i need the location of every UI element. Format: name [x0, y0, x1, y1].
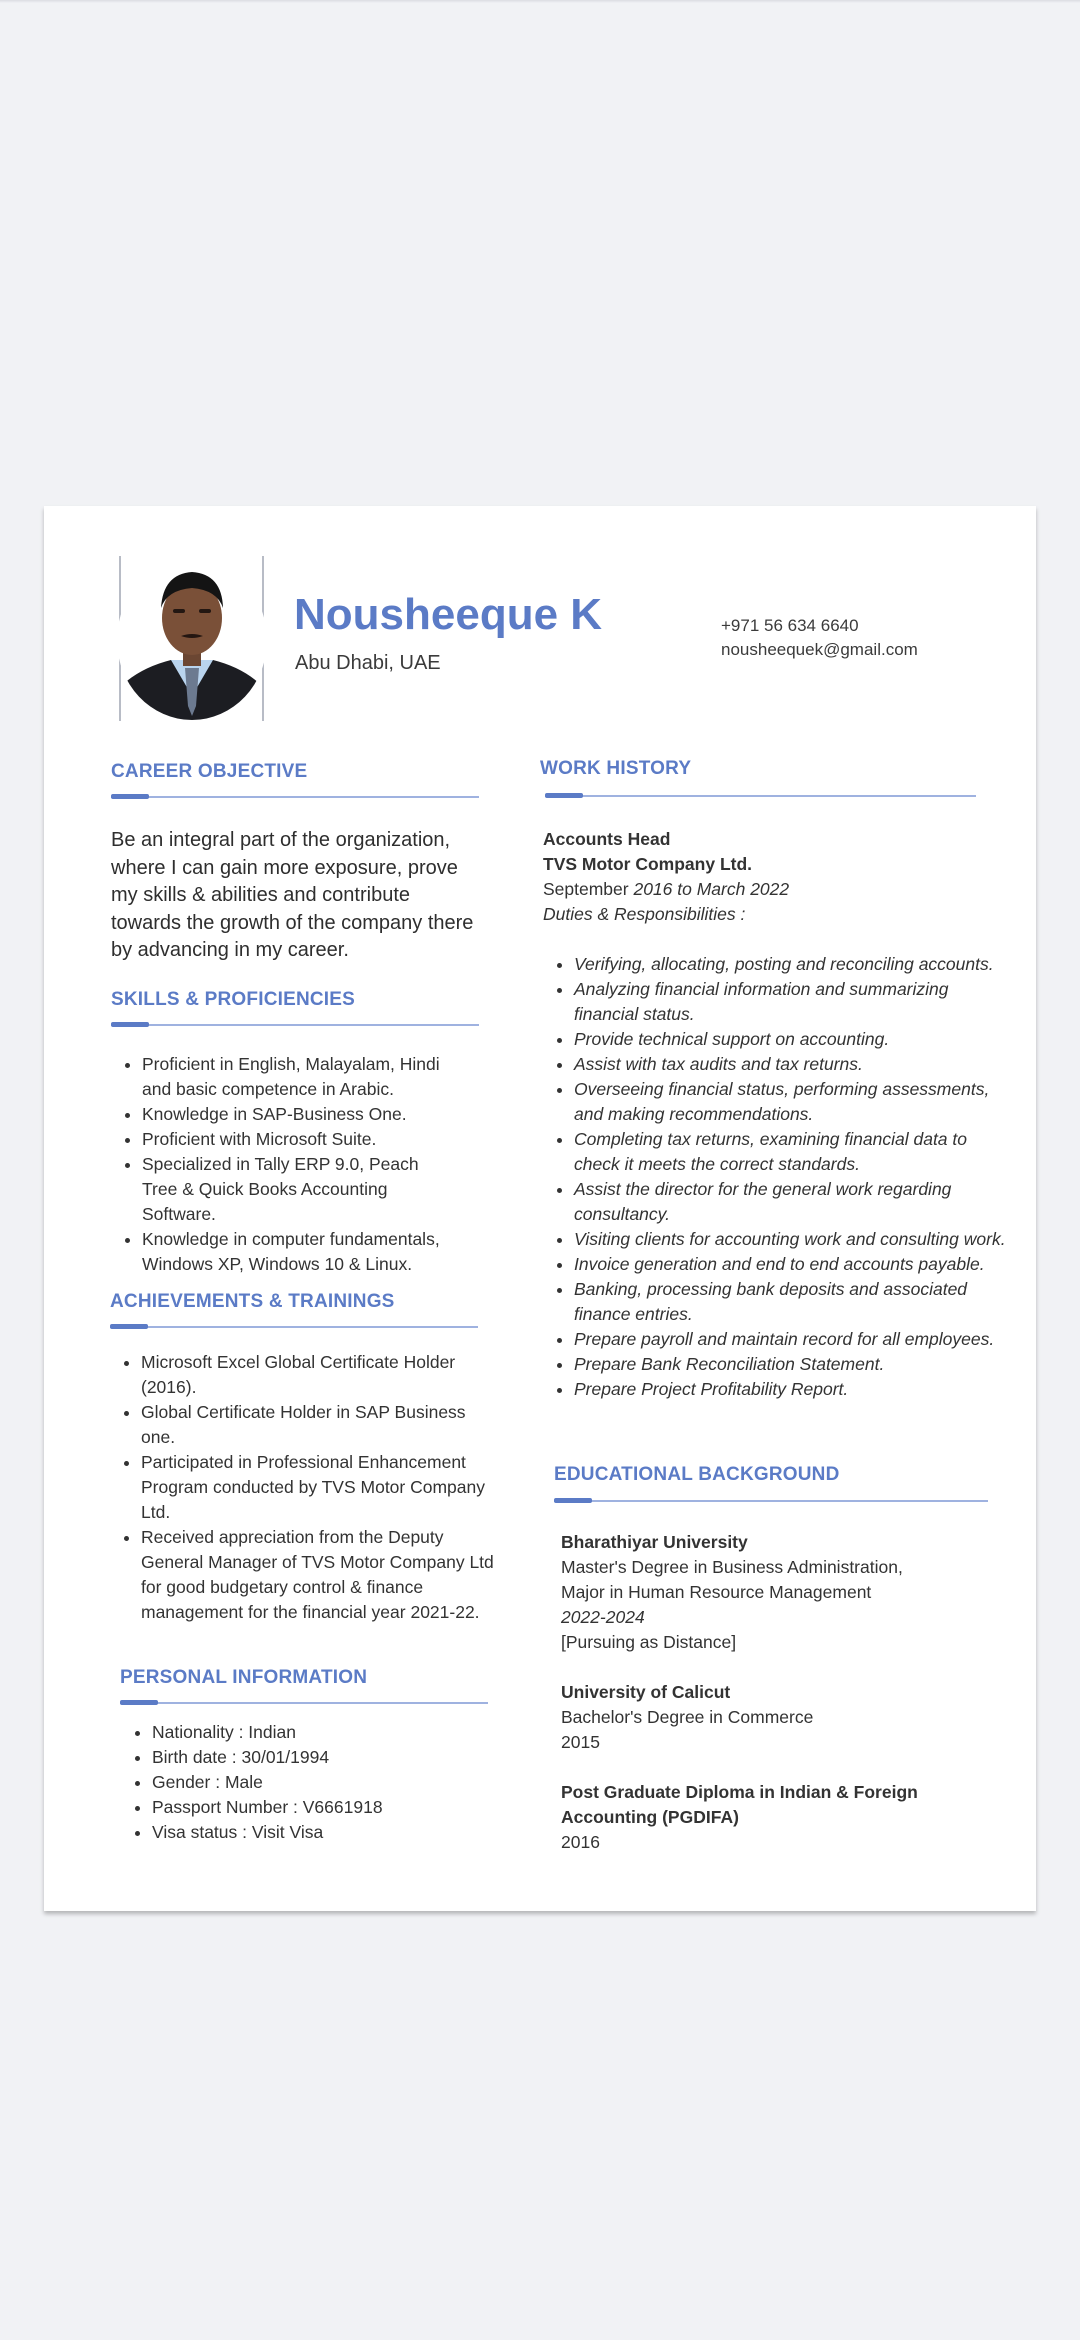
- candidate-location: Abu Dhabi, UAE: [295, 652, 441, 674]
- skills-list-wrap: [111, 1052, 456, 1277]
- duty-item: • Verifying, allocating, posting and reconciling accounts.: [574, 952, 1013, 977]
- objective-line: towards the growth of the company there: [111, 911, 474, 934]
- duty-item: • Assist with tax audits and tax returns.: [574, 1052, 1013, 1077]
- portrait-image: [119, 556, 264, 721]
- school-name: University of Calicut: [561, 1682, 731, 1702]
- personal-item: • Gender : Male: [152, 1770, 481, 1795]
- achievements-list-wrap: [110, 1350, 500, 1625]
- work-history-block: [543, 827, 1003, 927]
- resume-page: [44, 506, 1036, 1911]
- degree-line: Master's Degree in Business Administration,: [561, 1557, 903, 1577]
- duty-item: • Visiting clients for accounting work and consulting work.: [574, 1227, 1013, 1252]
- degree-years: 2016: [561, 1832, 600, 1852]
- personal-item: • Passport Number : V6661918: [152, 1795, 481, 1820]
- candidate-name: Nousheeque K: [294, 590, 603, 639]
- skill-item: • Knowledge in computer fundamentals, Windows XP, Windows 10 & Linux.: [142, 1227, 456, 1277]
- career-objective-rule: [111, 796, 479, 798]
- personal-item: • Nationality : Indian: [152, 1720, 481, 1745]
- duty-item: • Assist the director for the general work regarding consultancy.: [574, 1177, 1013, 1227]
- achievements-list: [110, 1350, 500, 1625]
- company-name: TVS Motor Company Ltd.: [543, 854, 753, 874]
- duties-list-wrap: [543, 952, 1013, 1402]
- achievement-item: • Microsoft Excel Global Certificate Holder (2016).: [141, 1350, 500, 1400]
- duty-item: • Completing tax returns, examining financial data to check it meets the correct standards.: [574, 1127, 1013, 1177]
- duties-label: Duties & Responsibilities :: [543, 904, 746, 924]
- personal-info-heading: PERSONAL INFORMATION: [120, 1667, 368, 1688]
- degree-note: [Pursuing as Distance]: [561, 1632, 737, 1652]
- career-objective-heading: CAREER OBJECTIVE: [111, 761, 308, 782]
- period-start: September: [543, 879, 629, 899]
- phone-number: +971 56 634 6640: [721, 616, 859, 635]
- duty-item: • Analyzing financial information and summarizing financial status.: [574, 977, 1013, 1027]
- skills-list: [111, 1052, 456, 1277]
- education-entry-1: [561, 1530, 1001, 1655]
- degree-line: Bachelor's Degree in Commerce: [561, 1707, 814, 1727]
- achievements-rule: [110, 1326, 478, 1328]
- diploma-name-cont: Accounting (PGDIFA): [561, 1807, 739, 1827]
- skill-item: • Proficient with Microsoft Suite.: [142, 1127, 456, 1152]
- duty-item: • Banking, processing bank deposits and associated finance entries.: [574, 1277, 1013, 1327]
- education-heading: EDUCATIONAL BACKGROUND: [554, 1464, 840, 1485]
- objective-line: by advancing in my career.: [111, 939, 349, 961]
- skill-item: • Proficient in English, Malayalam, Hindi and basic competence in Arabic.: [142, 1052, 456, 1102]
- education-entry-3: [561, 1780, 1001, 1855]
- objective-line: where I can gain more exposure, prove: [111, 856, 458, 879]
- skills-rule: [111, 1024, 479, 1026]
- duty-item: • Prepare Project Profitability Report.: [574, 1377, 1013, 1402]
- skills-heading: SKILLS & PROFICIENCIES: [111, 989, 356, 1010]
- personal-info-list: [121, 1720, 481, 1845]
- personal-info-rule: [120, 1702, 488, 1704]
- achievement-item: • Global Certificate Holder in SAP Business one.: [141, 1400, 500, 1450]
- degree-line: Major in Human Resource Management: [561, 1582, 872, 1602]
- job-title: Accounts Head: [543, 829, 671, 849]
- degree-years: 2022-2024: [561, 1607, 645, 1627]
- duty-item: • Provide technical support on accounting.: [574, 1027, 1013, 1052]
- achievement-item: • Participated in Professional Enhancement Program conducted by TVS Motor Company Ltd.: [141, 1450, 500, 1525]
- career-objective-text: [111, 827, 491, 965]
- email-address: nousheequek@gmail.com: [721, 640, 918, 659]
- achievements-heading: ACHIEVEMENTS & TRAININGS: [110, 1291, 395, 1312]
- degree-years: 2015: [561, 1732, 600, 1752]
- work-history-heading: WORK HISTORY: [540, 758, 692, 779]
- work-history-rule: [545, 795, 976, 797]
- duty-item: • Invoice generation and end to end accounts payable.: [574, 1252, 1013, 1277]
- personal-item: • Visa status : Visit Visa: [152, 1820, 481, 1845]
- diploma-name: Post Graduate Diploma in Indian & Foreign: [561, 1782, 918, 1802]
- profile-photo: [119, 556, 264, 721]
- skill-item: • Knowledge in SAP-Business One.: [142, 1102, 456, 1127]
- duties-list: [543, 952, 1013, 1402]
- job-period: [543, 877, 1003, 902]
- objective-line: Be an integral part of the organization,: [111, 829, 451, 851]
- achievement-item: • Received appreciation from the Deputy General Manager of TVS Motor Company Ltd for good budgetary control & finance management for the financial year 2021-22.: [141, 1525, 500, 1625]
- education-rule: [554, 1500, 988, 1502]
- skill-item: • Specialized in Tally ERP 9.0, Peach Tree & Quick Books Accounting Software.: [142, 1152, 456, 1227]
- duty-item: • Overseeing financial status, performing assessments, and making recommendations.: [574, 1077, 1013, 1127]
- top-edge: [0, 0, 1080, 3]
- education-entry-2: [561, 1680, 1001, 1755]
- school-name: Bharathiyar University: [561, 1532, 748, 1552]
- personal-item: • Birth date : 30/01/1994: [152, 1745, 481, 1770]
- duty-item: • Prepare payroll and maintain record for all employees.: [574, 1327, 1013, 1352]
- personal-list-wrap: [121, 1720, 481, 1845]
- period-rest: 2016 to March 2022: [628, 879, 790, 899]
- objective-line: my skills & abilities and contribute: [111, 884, 411, 906]
- duty-item: • Prepare Bank Reconciliation Statement.: [574, 1352, 1013, 1377]
